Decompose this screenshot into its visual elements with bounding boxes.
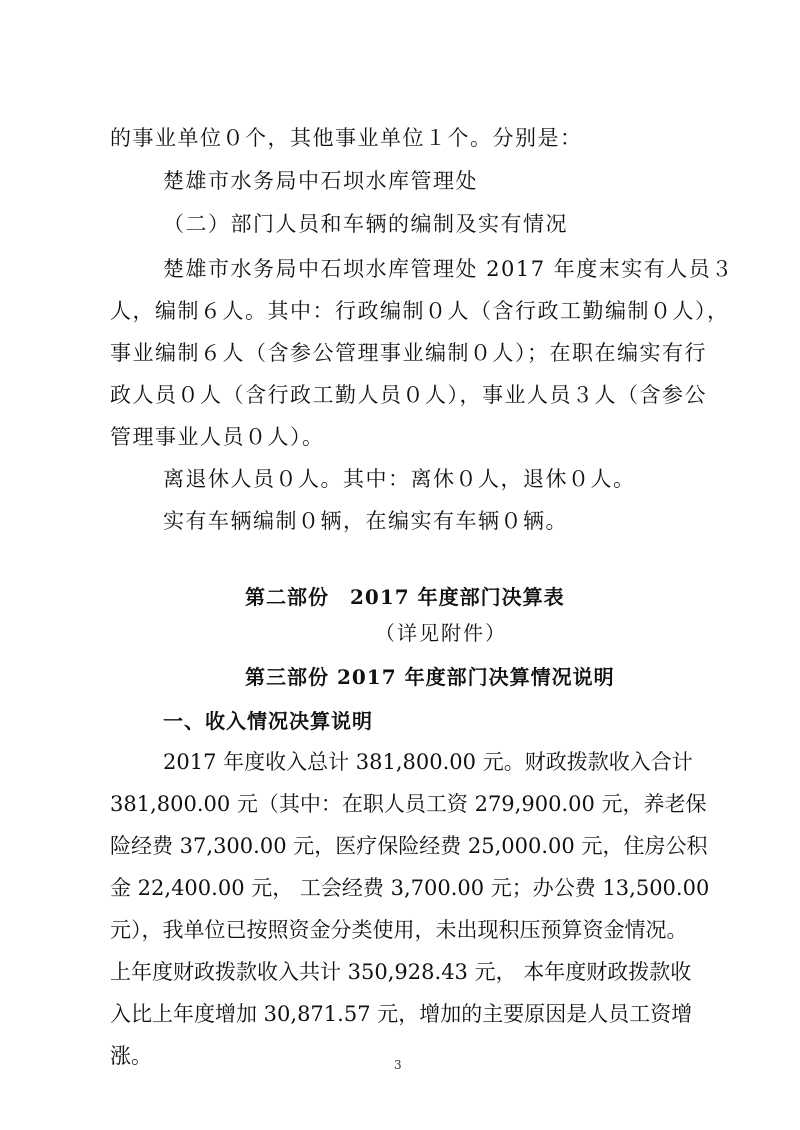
section-heading-staff-vehicles: （二）部门人员和车辆的编制及实有情况	[163, 212, 568, 236]
staff-line-2: 人，编制６人。其中：行政编制０人（含行政工勤编制０人），	[110, 299, 730, 323]
staff-line-4: 政人员０人（含行政工勤人员０人），事业人员３人（含参公	[110, 383, 707, 407]
income-line-2: 381,800.00 元（其中：在职人员工资 279,900.00 元，养老保	[110, 792, 707, 816]
unit-name: 楚雄市水务局中石坝水库管理处	[163, 169, 478, 193]
page-number: 3	[394, 1058, 402, 1072]
income-line-1: 2017 年度收入总计 381,800.00 元。财政拨款收入合计	[163, 750, 693, 774]
section1-heading: 一、收入情况决算说明	[163, 709, 373, 733]
retired-line: 离退休人员０人。其中：离休０人，退休０人。	[163, 467, 636, 491]
income-line-8: 涨。	[110, 1044, 152, 1068]
income-line-3: 险经费 37,300.00 元，医疗保险经费 25,000.00 元，住房公积	[110, 834, 708, 858]
intro-line-1: 的事业单位０个，其他事业单位１个。分别是：	[110, 126, 583, 150]
income-line-6: 上年度财政拨款收入共计 350,928.43 元， 本年度财政拨款收	[110, 960, 692, 984]
staff-line-5: 管理事业人员０人）。	[110, 425, 325, 449]
part2-note: （详见附件）	[375, 621, 507, 645]
part2-title: 第二部份 2017 年度部门决算表	[245, 585, 565, 609]
staff-line-3: 事业编制６人（含参公管理事业编制０人）；在职在编实有行	[110, 341, 707, 365]
staff-line-1: 楚雄市水务局中石坝水库管理处 2017 年度末实有人员３	[163, 257, 734, 281]
income-line-5: 元），我单位已按照资金分类使用，未出现积压预算资金情况。	[110, 918, 688, 942]
vehicles-line: 实有车辆编制０辆，在编实有车辆０辆。	[163, 509, 568, 533]
part3-title: 第三部份 2017 年度部门决算情况说明	[245, 665, 615, 689]
income-line-4: 金 22,400.00 元， 工会经费 3,700.00 元；办公费 13,500.00	[110, 876, 710, 900]
income-line-7: 入比上年度增加 30,871.57 元，增加的主要原因是人员工资增	[110, 1002, 693, 1026]
